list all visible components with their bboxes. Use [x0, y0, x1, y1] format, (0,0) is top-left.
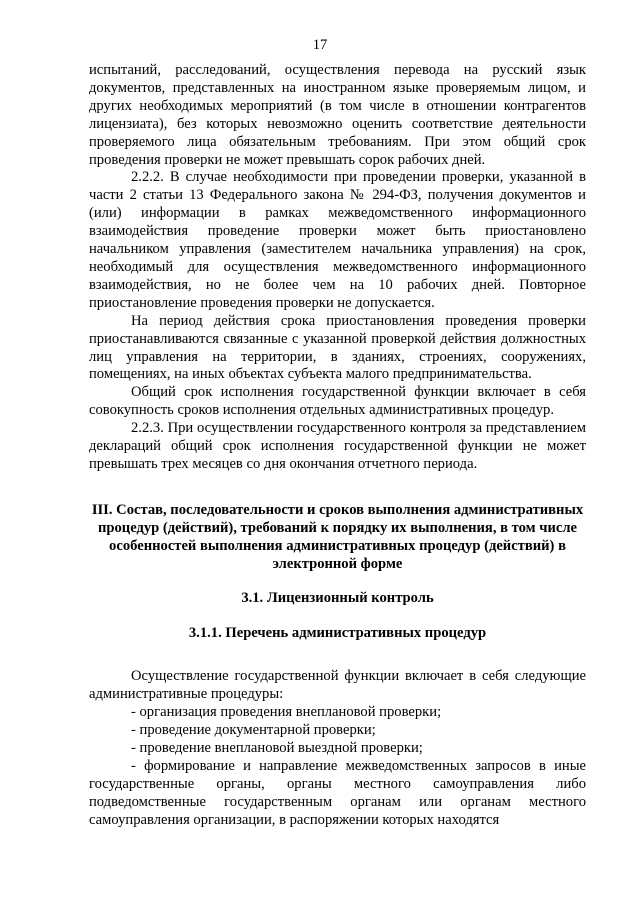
- paragraph-2-2-3: 2.2.3. При осуществлении государственного контроля за представлением деклараций общий срок исполнения государственной функции не может превышать трех месяцев со дня окончания отчетного периода.: [89, 420, 586, 472]
- paragraph-suspension-period: На период действия срока приостановления проведения проверки приостанавливаются связанные с указанной проверкой действия должностных лиц управления на территории, в зданиях, строениях, сооружениях, помещениях, на иных объектах субъекта малого предпринимательства.: [89, 312, 586, 383]
- paragraph-continuation: испытаний, расследований, осуществления перевода на русский язык документов, представленных на иностранном языке проверяемым лицом, и других необходимых мероприятий (в том числе в отношении контрагентов лицензиата), без которых невозможно оценить соответствие деятельности проверяемого лица обязательным требованиям. При этом общий срок проведения проверки не может превышать сорок рабочих дней.: [89, 62, 586, 168]
- page-number: 17: [312, 37, 328, 53]
- section-heading: III. Состав, последовательности и сроков выполнения административных процедур (действий), требований к порядку их выполнения, в том числе особенностей выполнения административных процедур (действий) в электронной форме: [91, 501, 584, 572]
- list-item: - формирование и направление межведомственных запросов в иные государственные органы, органы местного самоуправления либо подведомственные государственным органам или органам местного самоуправления организации, в распоряжении которых находятся: [89, 757, 586, 828]
- paragraph-total-term: Общий срок исполнения государственной функции включает в себя совокупность сроков исполнения отдельных административных процедур.: [89, 384, 586, 419]
- intro-paragraph: Осуществление государственной функции включает в себя следующие административные процедуры:: [89, 668, 586, 703]
- page-content: [89, 62, 586, 829]
- subsubsection-heading: 3.1.1. Перечень административных процедур: [188, 625, 487, 642]
- list-item: - проведение документарной проверки;: [131, 722, 376, 738]
- subsection-heading: 3.1. Лицензионный контроль: [241, 590, 434, 607]
- list-item: - организация проведения внеплановой проверки;: [131, 704, 442, 721]
- list-item: - проведение внеплановой выездной проверки;: [131, 739, 423, 756]
- paragraph-2-2-2: 2.2.2. В случае необходимости при проведении проверки, указанной в части 2 статьи 13 Федерального закона № 294-ФЗ, получения документов и (или) информации в рамках межведомственного информационного взаимодействия проведение проверки может быть приостановлено начальником управления (заместителем начальника управления) на срок, необходимый для осуществления межведомственного информационного взаимодействия, но не более чем на 10 рабочих дней. Повторное приостановление проведения проверки не допускается.: [89, 169, 586, 311]
